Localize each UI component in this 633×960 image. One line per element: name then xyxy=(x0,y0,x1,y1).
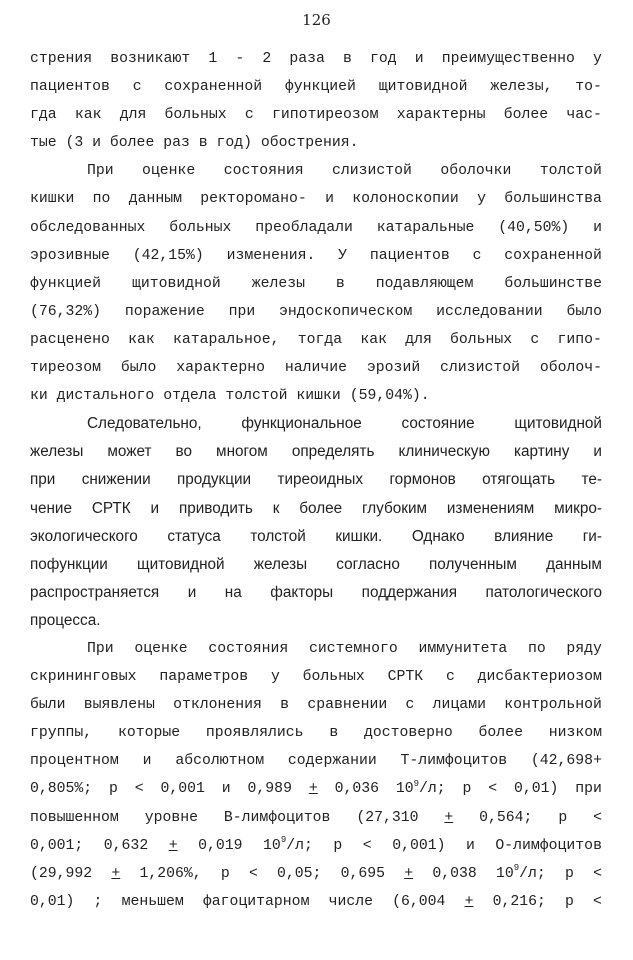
word: гда xyxy=(30,107,57,124)
word: преобладали xyxy=(255,219,353,236)
word: у xyxy=(477,191,486,208)
text-line xyxy=(30,551,602,579)
word: с xyxy=(244,107,254,124)
text-line xyxy=(30,523,602,551)
word: (59,04%). xyxy=(349,388,430,405)
word: обследованных xyxy=(30,219,146,236)
word: большинстве xyxy=(504,275,602,292)
word: (42,698+ xyxy=(530,753,602,770)
word: и xyxy=(593,443,602,461)
word: функцией xyxy=(30,275,102,292)
word: может xyxy=(107,443,152,461)
word: характерны xyxy=(396,107,486,124)
word: 0,632 xyxy=(103,837,149,854)
word: 0,001 xyxy=(160,781,205,798)
word: + xyxy=(444,809,454,826)
word: (3 xyxy=(65,135,84,152)
word: 0,001) xyxy=(392,837,446,854)
word: было xyxy=(120,360,157,377)
word: при xyxy=(575,781,602,798)
word: 0,019 xyxy=(198,837,243,854)
text-line xyxy=(30,804,602,832)
word: у xyxy=(593,51,602,67)
word: экологического xyxy=(30,527,138,545)
word: тые xyxy=(30,135,57,152)
body-text xyxy=(30,45,602,916)
text-line xyxy=(30,860,602,888)
word: + xyxy=(308,781,318,798)
word: клиническую xyxy=(398,443,490,461)
word: катаральное, xyxy=(172,331,280,348)
word: пациентов xyxy=(369,247,450,264)
text-line xyxy=(30,663,602,691)
text-line xyxy=(30,691,602,719)
text-line xyxy=(30,719,602,747)
word: отдела xyxy=(163,388,217,405)
word: к xyxy=(272,499,280,517)
word: дисбактериозом xyxy=(477,669,602,686)
word: были xyxy=(30,697,66,714)
word: и xyxy=(593,219,602,236)
word: < xyxy=(593,893,602,910)
word: приводить xyxy=(178,499,253,517)
word: эрозивные xyxy=(30,247,110,264)
word: 0,805%; xyxy=(30,781,93,798)
word: те- xyxy=(581,471,602,489)
word: толстой xyxy=(225,388,288,405)
word: достоверно xyxy=(363,725,453,742)
text-line xyxy=(30,298,602,326)
word: Следовательно, xyxy=(87,415,202,433)
word: исследовании xyxy=(436,303,543,320)
word: больных xyxy=(164,107,227,124)
word: гипо- xyxy=(557,331,602,348)
word: слизистой xyxy=(440,360,520,377)
text-line xyxy=(30,579,602,607)
text-line xyxy=(30,410,602,438)
word: слизистой xyxy=(332,163,412,180)
word: тогда xyxy=(297,331,343,348)
word: поддержания xyxy=(361,583,457,601)
word: эндоскопическом xyxy=(279,303,413,320)
word: год xyxy=(369,51,397,67)
word: процентном xyxy=(30,753,119,770)
word: р xyxy=(558,809,568,826)
word: картину xyxy=(513,443,570,461)
word: эрозий xyxy=(366,360,421,377)
word: колоноскопии xyxy=(352,191,459,208)
word: При xyxy=(87,640,114,657)
text-line xyxy=(30,129,602,157)
word: В-лимфоцитов xyxy=(223,809,331,826)
word: отклонения xyxy=(173,697,262,714)
word: поражение xyxy=(124,303,205,320)
word: чение xyxy=(30,499,72,517)
word: выявлены xyxy=(83,697,155,714)
word: микро- xyxy=(554,499,602,517)
word: и xyxy=(465,837,475,854)
word: и xyxy=(187,583,197,601)
word: продукции xyxy=(176,471,252,489)
word: более xyxy=(478,725,523,742)
word: железы xyxy=(30,443,84,461)
word: при xyxy=(30,471,56,489)
word: - xyxy=(235,51,245,67)
word: 0,695 xyxy=(340,865,386,882)
word: больных xyxy=(450,331,513,348)
word: больных xyxy=(302,669,365,686)
word: большинства xyxy=(504,191,602,208)
word: данным xyxy=(546,555,602,573)
word: (76,32%) xyxy=(30,303,102,320)
word: больных xyxy=(169,219,232,236)
word: группы, xyxy=(30,725,93,742)
word: О-лимфоцитов xyxy=(495,837,602,854)
word: катаральные xyxy=(376,219,475,236)
word: патологического xyxy=(485,583,602,601)
word: состояния xyxy=(208,640,289,657)
word: сохраненной xyxy=(504,247,602,264)
text-line xyxy=(30,157,602,185)
word: повышенном xyxy=(30,809,119,826)
word: фагоцитарном xyxy=(202,893,310,910)
word: с xyxy=(405,697,415,714)
word: было xyxy=(566,303,602,320)
word: отягощать xyxy=(482,471,556,489)
text-line xyxy=(30,382,602,410)
word: согласно xyxy=(336,555,400,573)
word: кишки xyxy=(30,191,75,208)
word: час- xyxy=(566,107,602,124)
word: $10^9/л$; xyxy=(395,778,446,798)
word: для xyxy=(119,107,147,124)
word: раз xyxy=(163,135,190,152)
word: и xyxy=(221,781,231,798)
text-line xyxy=(30,242,602,270)
word: процесса. xyxy=(30,611,101,629)
word: и xyxy=(142,753,152,770)
word: преимущественно xyxy=(441,51,575,67)
word: более xyxy=(109,135,155,152)
word: функцией xyxy=(284,79,356,96)
word: с xyxy=(530,331,540,348)
word: и xyxy=(325,191,334,208)
word: щитовидной xyxy=(137,555,225,573)
word: СРТК xyxy=(91,499,131,517)
word: оценке xyxy=(134,640,188,657)
text-line xyxy=(30,747,602,775)
word: многом xyxy=(216,443,268,461)
word: У xyxy=(338,247,348,264)
word: с xyxy=(445,669,455,686)
word: характерно xyxy=(176,360,266,377)
page-number: 126 xyxy=(302,11,331,29)
word: изменениям xyxy=(446,499,535,517)
word: железы, xyxy=(490,79,553,96)
word: возникают xyxy=(110,51,191,67)
word: год) xyxy=(216,135,253,152)
word: < xyxy=(134,781,144,798)
text-line xyxy=(30,185,602,213)
word: 0,01) xyxy=(30,893,75,910)
word: сравнении xyxy=(307,697,388,714)
text-line xyxy=(30,326,602,354)
word: статуса xyxy=(167,527,221,545)
word: наличие xyxy=(284,360,348,377)
word: кишки. xyxy=(335,527,383,545)
text-line xyxy=(30,354,602,382)
word: более xyxy=(503,107,549,124)
word: влияние xyxy=(494,527,554,545)
text-line xyxy=(30,438,602,466)
word: проявлялись xyxy=(205,725,304,742)
word: тиреозом xyxy=(30,360,102,377)
word: кишки xyxy=(296,388,341,405)
word: как xyxy=(74,107,102,124)
word: в xyxy=(342,51,352,67)
word: (6,004 xyxy=(392,893,446,910)
word: железы xyxy=(251,275,305,292)
word: с xyxy=(472,247,482,264)
word: 0,038 xyxy=(432,865,477,882)
word: толстой xyxy=(539,163,602,180)
word: низком xyxy=(548,725,602,742)
word: 0,036 xyxy=(334,781,379,798)
word: стрения xyxy=(30,51,93,67)
word: гипотиреозом xyxy=(272,107,379,124)
word: на xyxy=(224,583,242,601)
word: обострения. xyxy=(260,135,359,152)
word: < xyxy=(593,865,602,882)
text-line xyxy=(30,775,602,803)
word: системного xyxy=(308,640,398,657)
word: гормонов xyxy=(389,471,456,489)
word: состояние xyxy=(401,415,475,433)
word: < xyxy=(248,865,258,882)
word: 0,001; xyxy=(30,837,84,854)
word: у xyxy=(270,669,280,686)
word: глубоким xyxy=(362,499,428,517)
word: + xyxy=(111,865,121,882)
word: как xyxy=(128,331,155,348)
word: скрининговых xyxy=(30,669,137,686)
word: толстой xyxy=(250,527,306,545)
word: расценено xyxy=(30,331,110,348)
word: При xyxy=(87,163,114,180)
word: ряду xyxy=(566,640,602,657)
word: р xyxy=(220,865,230,882)
word: ректоромано- xyxy=(200,191,307,208)
text-line xyxy=(30,888,602,916)
text-line xyxy=(30,270,602,298)
word: подавляющем xyxy=(375,275,474,292)
word: $10^9/л$; xyxy=(495,862,546,882)
word: лицами xyxy=(432,697,486,714)
word: в xyxy=(335,275,345,292)
word: раза xyxy=(289,51,325,67)
word: тиреоидных xyxy=(277,471,364,489)
word: 0,05; xyxy=(277,865,322,882)
word: ки xyxy=(30,388,48,405)
word: факторы xyxy=(270,583,334,601)
word: то- xyxy=(575,79,602,96)
word: р xyxy=(565,893,574,910)
word: дистального xyxy=(56,388,155,405)
word: и xyxy=(92,135,102,152)
word: 0,216; xyxy=(492,893,546,910)
word: числе xyxy=(328,893,373,910)
word: оболоч- xyxy=(539,360,602,377)
word: меньшем xyxy=(121,893,184,910)
word: иммунитета xyxy=(418,640,508,657)
word: р xyxy=(109,781,118,798)
word: < xyxy=(593,809,602,826)
word: (27,310 xyxy=(356,809,419,826)
word: 0,989 xyxy=(247,781,292,798)
word: р xyxy=(564,865,574,882)
word: параметров xyxy=(159,669,249,686)
word: (40,50%) xyxy=(498,219,570,236)
word: для xyxy=(405,331,432,348)
word: < xyxy=(488,781,498,798)
word: (42,15%) xyxy=(132,247,204,264)
word: пациентов xyxy=(30,79,110,96)
text-line xyxy=(30,495,602,523)
word: с xyxy=(132,79,142,96)
word: < xyxy=(362,837,372,854)
text-line xyxy=(30,214,602,242)
word: 1,206%, xyxy=(139,865,202,882)
word: данным xyxy=(128,191,182,208)
word: которые xyxy=(117,725,181,742)
word: снижении xyxy=(81,471,151,489)
word: р xyxy=(333,837,343,854)
text-line xyxy=(30,45,602,73)
word: щитовидной xyxy=(131,275,221,292)
word: и xyxy=(414,51,424,67)
word: во xyxy=(175,443,192,461)
word: контрольной xyxy=(504,697,602,714)
word: состояния xyxy=(223,163,304,180)
word: (29,992 xyxy=(30,865,93,882)
word: + xyxy=(464,893,474,910)
word: по xyxy=(527,640,546,657)
word: определять xyxy=(291,443,375,461)
word: Однако xyxy=(411,527,465,545)
word: как xyxy=(360,331,387,348)
word: щитовидной xyxy=(514,415,602,433)
word: абсолютном xyxy=(175,753,265,770)
word: пофункции xyxy=(30,555,108,573)
word: оболочки xyxy=(440,163,512,180)
word: в xyxy=(280,697,290,714)
word: Т-лимфоцитов xyxy=(400,753,508,770)
word: ги- xyxy=(582,527,602,545)
word: и xyxy=(150,499,160,517)
word: оценке xyxy=(142,163,196,180)
word: при xyxy=(228,303,256,320)
word: изменения. xyxy=(226,247,316,264)
word: распространяется xyxy=(30,583,160,601)
word: щитовидной xyxy=(378,79,468,96)
word: ; xyxy=(93,893,103,910)
word: сохраненной xyxy=(164,79,263,96)
word: уровне xyxy=(144,809,198,826)
word: $10^9/л$; xyxy=(263,834,313,854)
word: 1 xyxy=(208,51,218,67)
text-line xyxy=(30,73,602,101)
text-line xyxy=(30,607,602,635)
text-line xyxy=(30,466,602,494)
text-line xyxy=(30,832,602,860)
word: 0,01) xyxy=(514,781,559,798)
word: содержании xyxy=(287,753,377,770)
word: более xyxy=(299,499,343,517)
word: в xyxy=(198,135,208,152)
word: железы xyxy=(253,555,308,573)
word: в xyxy=(329,725,339,742)
word: + xyxy=(404,865,414,882)
word: по xyxy=(92,191,111,208)
text-line xyxy=(30,635,602,663)
word: функциональное xyxy=(241,415,362,433)
word: р xyxy=(462,781,472,798)
word: 2 xyxy=(262,51,272,67)
word: полученным xyxy=(429,555,517,573)
word: СРТК xyxy=(387,669,424,686)
word: + xyxy=(168,837,178,854)
word: 0,564; xyxy=(479,809,533,826)
text-line xyxy=(30,101,602,129)
